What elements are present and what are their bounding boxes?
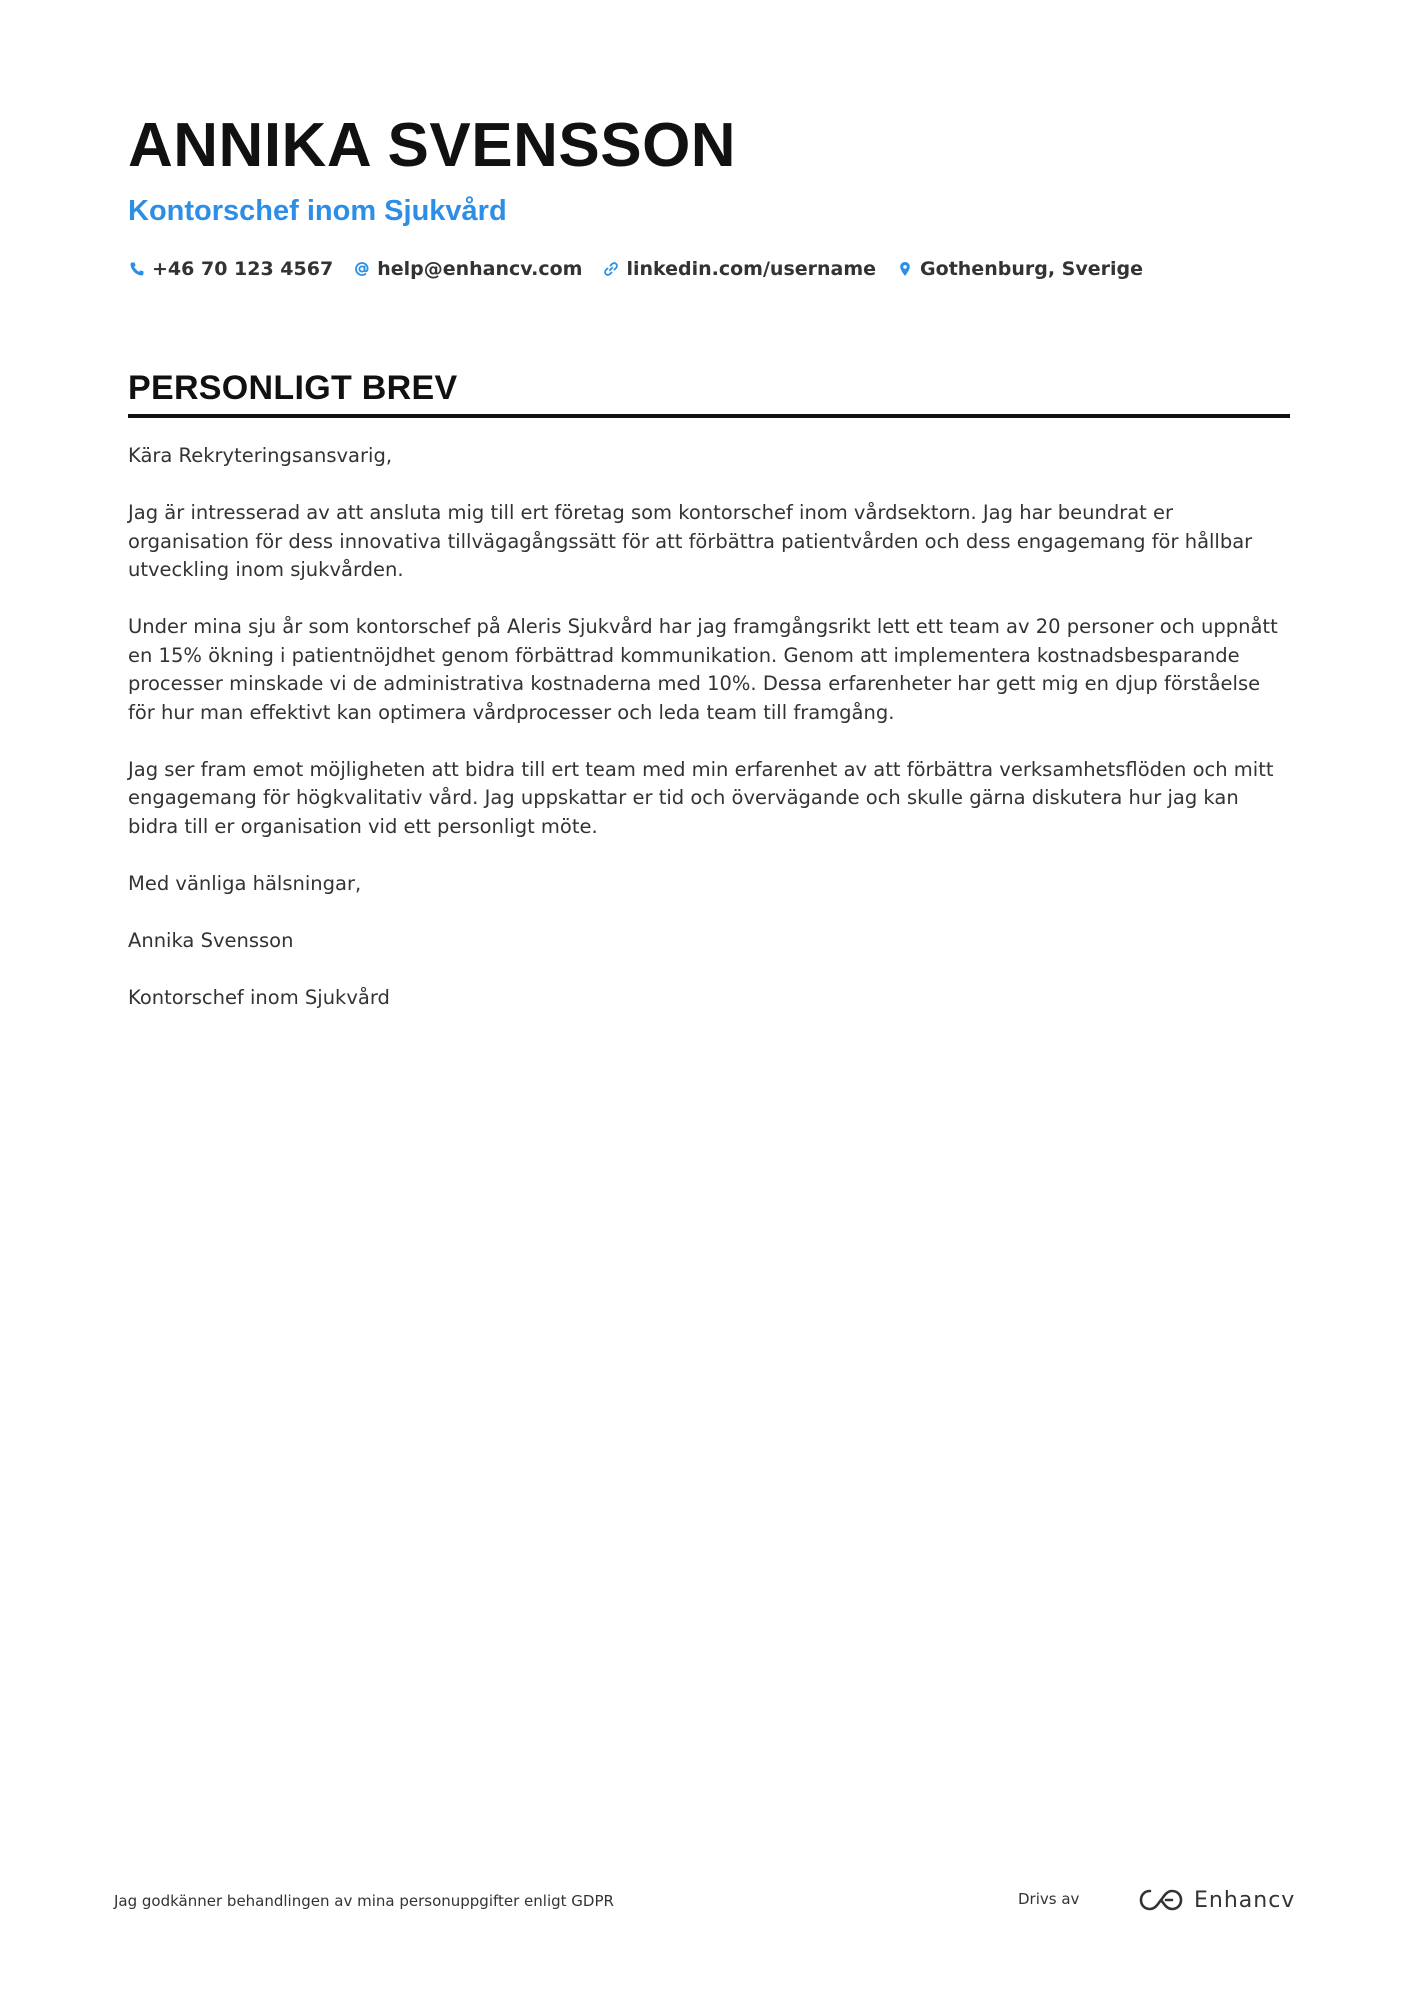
candidate-role: Kontorschef inom Sjukvård bbox=[128, 195, 507, 227]
contact-bar bbox=[128, 258, 1288, 280]
contact-linkedin[interactable] bbox=[602, 258, 876, 280]
letter-signature-name: Annika Svensson bbox=[128, 928, 294, 952]
link-icon bbox=[602, 260, 620, 278]
enhancv-logo-icon bbox=[1138, 1887, 1184, 1913]
footer bbox=[114, 1882, 1296, 1922]
letter-body bbox=[128, 442, 1290, 1012]
contact-email-text: help@enhancv.com bbox=[377, 258, 583, 280]
letter-paragraph: Jag är intresserad av att ansluta mig till ert företag som kontorschef inom vårdsektorn. Jag har beundrat er organisation för dess innovativa tillvägagångssätt för att förbättra patientvården och dess engagemang för hållbar utveckling inom sjukvården. bbox=[128, 501, 1253, 581]
enhancv-brand-name: Enhancv bbox=[1194, 1887, 1296, 1913]
location-pin-icon bbox=[896, 260, 914, 278]
phone-icon bbox=[128, 260, 146, 278]
powered-by-label: Drivs av bbox=[1018, 1890, 1080, 1908]
letter-paragraph: Jag ser fram emot möjligheten att bidra till ert team med min erfarenhet av att förbättra verksamhetsflöden och mitt engagemang för högkvalitativ vård. Jag uppskattar er tid och övervägande och skulle gärna diskutera hur jag kan bidra till er organisation vid ett personligt möte. bbox=[128, 757, 1274, 838]
section-title: PERSONLIGT BREV bbox=[128, 369, 458, 407]
contact-phone bbox=[128, 258, 333, 280]
header bbox=[128, 108, 1288, 280]
enhancv-brand[interactable] bbox=[1138, 1882, 1295, 1918]
cover-letter-section bbox=[128, 366, 1290, 1041]
contact-location bbox=[896, 258, 1143, 280]
contact-email[interactable] bbox=[353, 258, 582, 280]
letter-closing: Med vänliga hälsningar, bbox=[128, 871, 362, 895]
section-divider bbox=[128, 414, 1290, 418]
letter-signature-role: Kontorschef inom Sjukvård bbox=[128, 985, 390, 1009]
candidate-name: ANNIKA SVENSSON bbox=[128, 111, 737, 180]
letter-greeting: Kära Rekryteringsansvarig, bbox=[128, 444, 393, 467]
contact-linkedin-text: linkedin.com/username bbox=[626, 258, 877, 280]
contact-location-text: Gothenburg, Sverige bbox=[920, 258, 1143, 280]
gdpr-consent-text: Jag godkänner behandlingen av mina personuppgifter enligt GDPR bbox=[114, 1892, 614, 1910]
contact-phone-text: +46 70 123 4567 bbox=[152, 258, 334, 280]
at-icon bbox=[353, 260, 371, 278]
letter-paragraph: Under mina sju år som kontorschef på Aleris Sjukvård har jag framgångsrikt lett ett team av 20 personer och uppnått en 15% ökning i patientnöjdhet genom förbättrad kommunikation. Genom att implementera kostnadsbesparande processer minskade vi de administrativa kostnaderna med 10%. Dessa erfarenheter har gett mig en djup förståelse för hur man effektivt kan optimera vårdprocesser och leda team till framgång. bbox=[128, 615, 1278, 724]
